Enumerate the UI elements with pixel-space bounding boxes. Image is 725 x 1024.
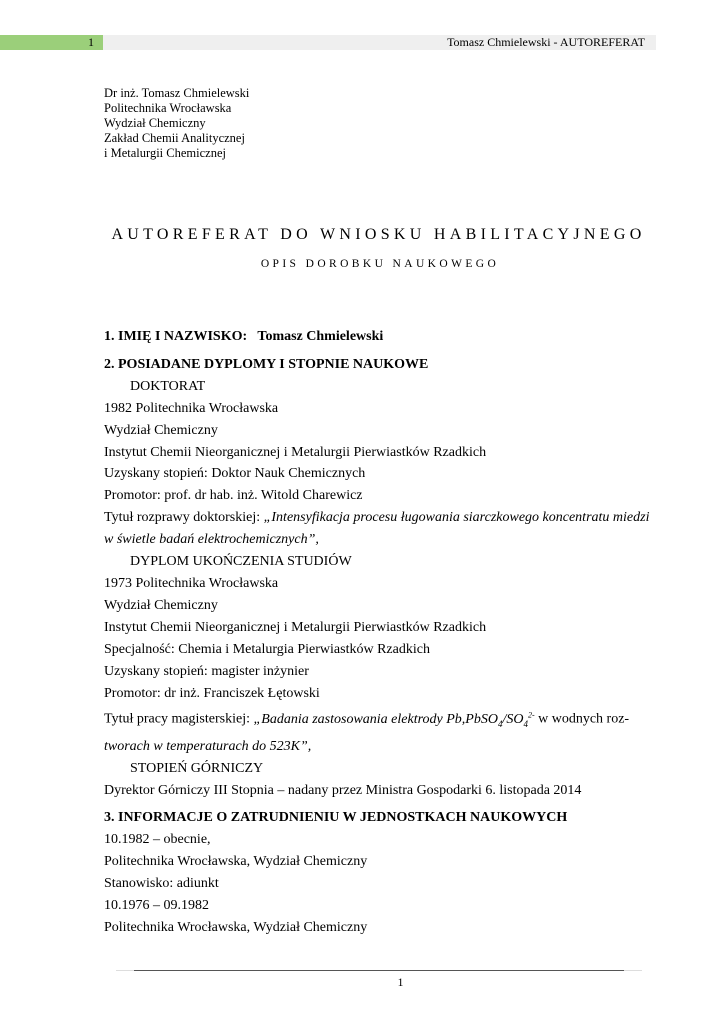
mining-line: Dyrektor Górniczy III Stopnia – nadany przez Ministra Gospodarki 6. listopada 2014: [104, 782, 582, 798]
section-3-heading: 3. INFORMACJE O ZATRUDNIENIU W JEDNOSTKACH NAUKOWYCH: [104, 810, 568, 826]
employment-line: Politechnika Wrocławska, Wydział Chemiczny: [104, 920, 368, 936]
doctorate-line: Instytut Chemii Nieorganicznej i Metalurgii Pierwiastków Rzadkich: [104, 444, 487, 460]
section-1-name: Tomasz Chmielewski: [257, 329, 384, 344]
diploma-line: Uzyskany stopień: magister inżynier: [104, 663, 309, 679]
diploma-thesis-title-end: tworach w temperaturach do 523K”,: [104, 738, 312, 754]
diploma-thesis-continuation: w wodnych roz-: [534, 712, 630, 728]
mining-heading: STOPIEŃ GÓRNICZY: [130, 760, 264, 776]
employment-line: 10.1976 – 09.1982: [104, 898, 209, 914]
diploma-thesis-line-2: [104, 736, 660, 758]
footer-divider-dark: [134, 970, 624, 971]
doctorate-thesis-label: Tytuł rozprawy doktorskiej:: [104, 510, 261, 526]
doctorate-line: 1982 Politechnika Wrocławska: [104, 400, 279, 416]
diploma-thesis-title: „Badania zastosowania elektrody $Pb,PbSO_4/SO_4^{2-}$: [253, 710, 535, 729]
document-body: [104, 326, 660, 939]
diploma-line: Specjalność: Chemia i Metalurgia Pierwiastków Rzadkich: [104, 641, 430, 657]
doctorate-line: Wydział Chemiczny: [104, 422, 218, 438]
diploma-line: 1973 Politechnika Wrocławska: [104, 575, 279, 591]
footer-page-number: 1: [397, 975, 404, 989]
document-title: AUTOREFERAT DO WNIOSKU HABILITACYJNEGO: [111, 226, 646, 243]
diploma-line: Promotor: dr inż. Franciszek Łętowski: [104, 685, 320, 701]
diploma-line: Wydział Chemiczny: [104, 597, 218, 613]
doctorate-line: Uzyskany stopień: Doktor Nauk Chemicznych: [104, 466, 366, 482]
diploma-heading: DYPLOM UKOŃCZENIA STUDIÓW: [130, 554, 352, 570]
document-subtitle: OPIS DOROBKU NAUKOWEGO: [260, 258, 500, 270]
doctorate-thesis-title: „Intensyfikacja procesu ługowania siarczkowego koncentratu miedzi w świetle badań elektrochemicznych”,: [104, 510, 650, 548]
author-line: Politechnika Wrocławska: [104, 101, 232, 115]
employment-line: Stanowisko: adiunkt: [104, 876, 219, 892]
header-page-number: 1: [88, 35, 94, 49]
section-2-heading: 2. POSIADANE DYPLOMY I STOPNIE NAUKOWE: [104, 356, 429, 372]
employment-line: 10.1982 – obecnie,: [104, 832, 211, 848]
diploma-thesis-label: Tytuł pracy magisterskiej:: [104, 712, 250, 728]
author-block: [104, 86, 249, 161]
section-1-label: 1. IMIĘ I NAZWISKO:: [104, 329, 248, 344]
diploma-line: Instytut Chemii Nieorganicznej i Metalurgii Pierwiastków Rzadkich: [104, 619, 487, 635]
header-title: Tomasz Chmielewski - AUTOREFERAT: [447, 35, 645, 49]
diploma-thesis: [104, 704, 660, 735]
author-line: i Metalurgii Chemicznej: [104, 146, 226, 160]
section-1-heading: [104, 326, 660, 348]
doctorate-thesis: [104, 507, 660, 551]
author-line: Zakład Chemii Analitycznej: [104, 131, 245, 145]
employment-line: Politechnika Wrocławska, Wydział Chemiczny: [104, 854, 368, 870]
author-line: Wydział Chemiczny: [104, 116, 206, 130]
doctorate-line: Promotor: prof. dr hab. inż. Witold Charewicz: [104, 488, 363, 504]
doctorate-heading: DOKTORAT: [130, 378, 206, 394]
author-line: Dr inż. Tomasz Chmielewski: [104, 86, 250, 100]
